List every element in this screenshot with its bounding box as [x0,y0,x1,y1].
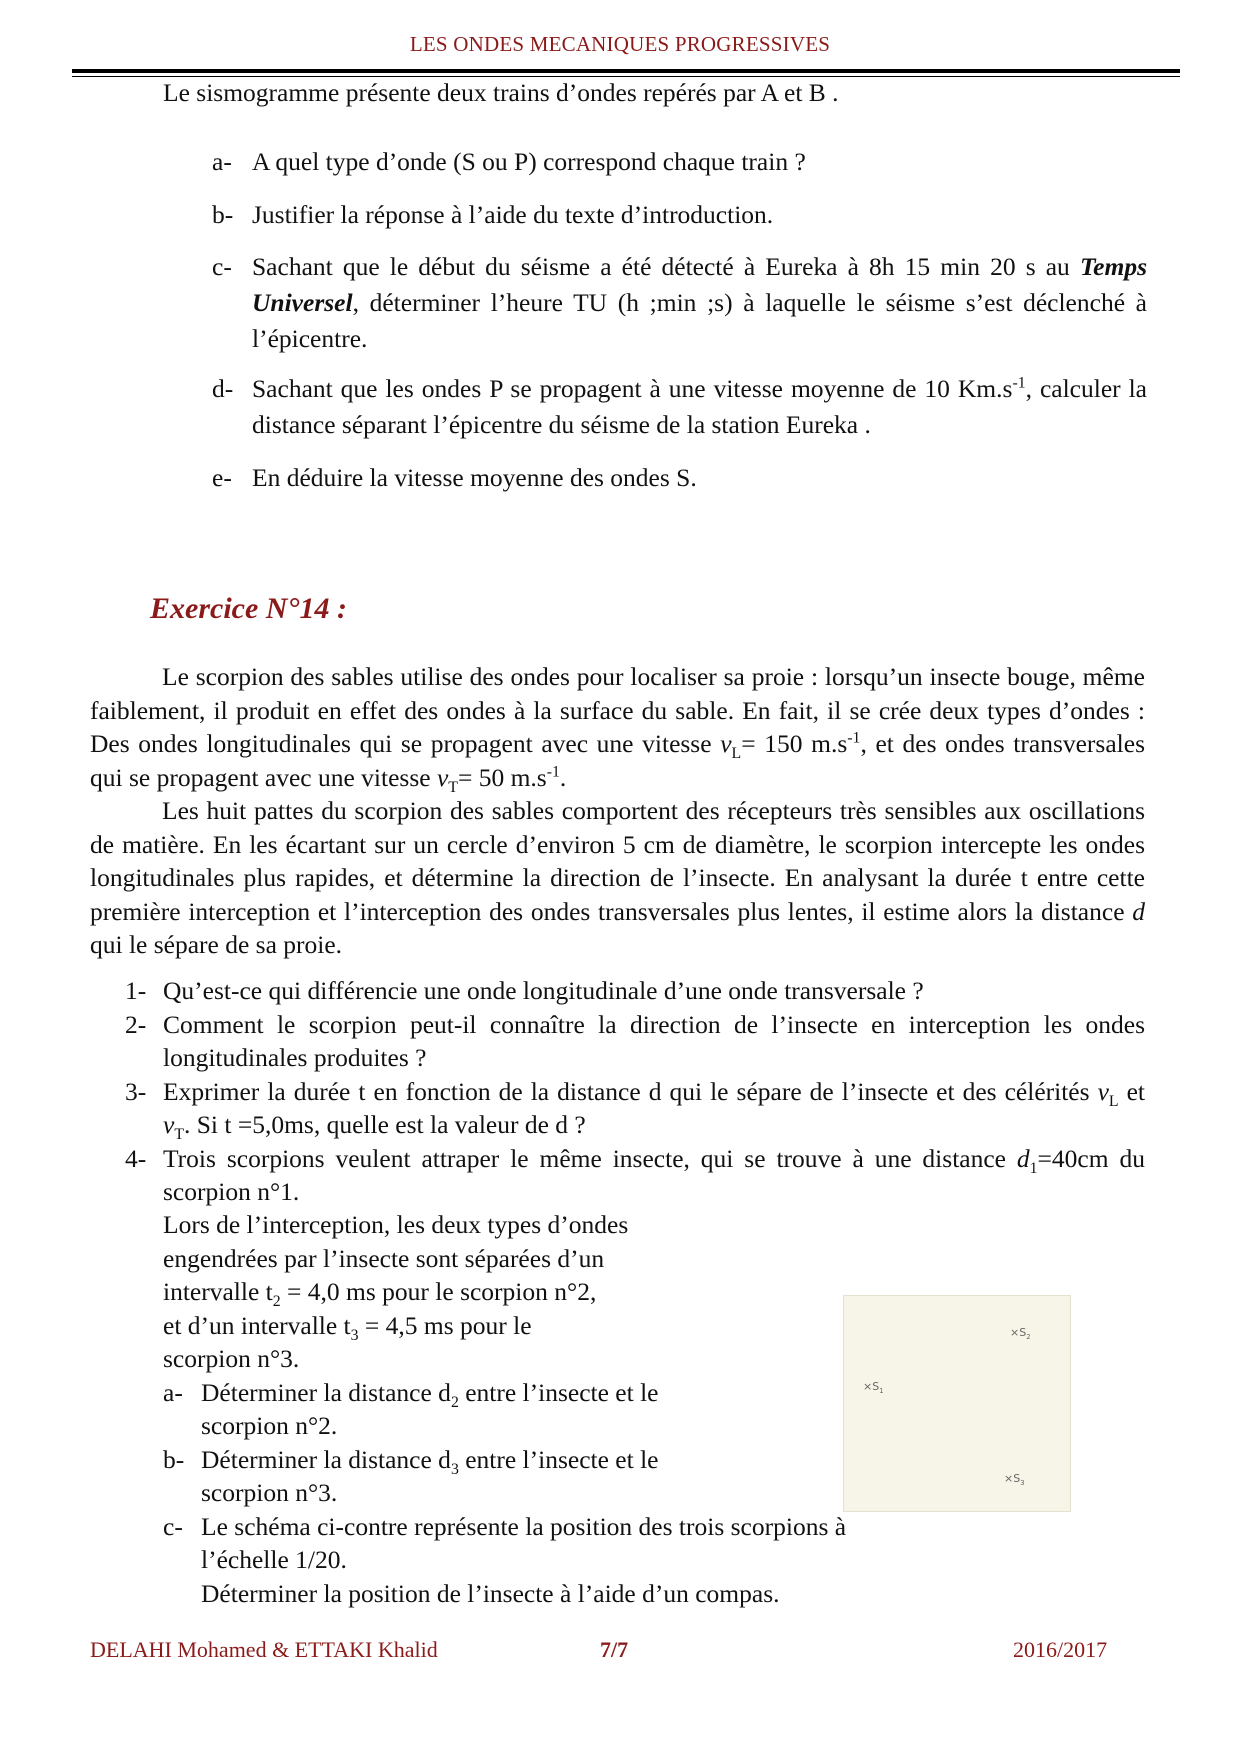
paragraph-2: Les huit pattes du scorpion des sables comportent des récepteurs très sensibles aux oscillations de matière. En les écartant sur un cercle d’environ 5 cm de diamètre, le scorpion intercepte les ondes longitudinales plus rapides, et détermine la direction de l’insecte. En analysant la durée t entre cette première interception et l’interception des ondes transversales plus lentes, il estime alors la distance d qui le sépare de sa proie. [90,796,1145,959]
subquestion-letter: c- [163,1511,183,1541]
scorpion-position-diagram [843,1295,1071,1512]
q4-line: intervalle $t_2 = 4,0$ ms pour le scorpion n°2, [163,1277,597,1311]
footer-authors: DELAHI Mohamed & ETTAKI Khalid [90,1637,438,1662]
q4-line: Lors de l’interception, les deux types d’ondes [163,1210,629,1239]
subquestion-letter: a- [163,1377,183,1407]
subquestion-letter: b- [163,1444,185,1474]
question-letter: e- [212,463,232,492]
header-rule-thick [72,69,1180,73]
question-letter: b- [212,200,234,229]
q4-line: engendrées par l’insecte sont séparées d’un [163,1243,605,1273]
question-number: 4- [125,1143,147,1173]
question-number: 3- [125,1076,147,1106]
subquestion-a: a- Déterminer la distance $d_2$ entre l’insecte et le scorpion n°2. [163,1377,659,1440]
exercise-title: Exercice N°14 : [150,592,347,625]
paragraph-1: Le scorpion des sables utilise des ondes pour localiser sa proie : lorsqu’un insecte bouge, même faiblement, il produit en effet des ondes à la surface du sable. En fait, il se crée deux types d’ondes : Des ondes longitudinales qui se propagent avec une vitesse $v_L= 150$ $m.s^{-1}$, et des ondes transversales qui se propagent avec une vitesse $v_T= 50$ $m.s^{-1}$. [90,662,1145,796]
intro-text: Le sismogramme présente deux trains d’ondes repérés par A et B . [163,78,839,107]
question-text: Sachant que le début du séisme a été détecté à Eureka à 8h 15 min 20 s au Temps Universel, déterminer l’heure TU (h ;min ;s) à laquelle le séisme s’est déclenché à l’épicentre. [252,252,1147,353]
question-1: 1- Qu’est-ce qui différencie une onde longitudinale d’une onde transversale ? [125,974,1145,1008]
question-d [212,371,1147,443]
footer-page-number: 7/7 [600,1637,629,1662]
question-2: 2- Comment le scorpion peut-il connaître la direction de l’insecte en interception les ondes longitudinales produites ? [125,1009,1145,1072]
question-text: Sachant que les ondes P se propagent à une vitesse moyenne de 10 $Km.s^{-1}$, calculer la distance séparant l’épicentre du séisme de la station Eureka . [252,374,1147,439]
question-number: 1- [125,976,147,1005]
question-letter: c- [212,252,232,281]
question-b [212,196,1147,234]
scorpion-3-marker: $\times S_3$ [1004,1472,1025,1488]
question-c [212,249,1147,357]
question-3: 3- Exprimer la durée t en fonction de la distance d qui le sépare de l’insecte et des célérités $v_L$ et $v_T$. Si t =5,0ms, quelle est la valeur de d ? [125,1076,1145,1144]
question-4: 4- Trois scorpions veulent attraper le même insecte, qui se trouve à une distance $d_1=40cm$ du scorpion n°1. [125,1143,1145,1206]
scorpion-2-marker: $\times S_2$ [1010,1326,1031,1342]
subquestion-c: c- Le schéma ci-contre représente la position des trois scorpions à l’échelle 1/20. Déterminer la position de l’insecte à l’aide d’un compas. [163,1511,847,1608]
question-text: A quel type d’onde (S ou P) correspond chaque train ? [252,147,806,176]
question-text: Justifier la réponse à l’aide du texte d’introduction. [252,200,774,229]
question-a [212,143,1147,181]
numbered-questions [125,974,1145,1209]
subquestion-b: b- Déterminer la distance $d_3$ entre l’insecte et le scorpion n°3. [163,1444,659,1507]
scorpion-1-marker: $\times S_1$ [863,1380,884,1396]
footer-year: 2016/2017 [1013,1637,1108,1662]
q4-line: et d’un intervalle $t_3 = 4,5$ ms pour le [163,1310,532,1344]
question-letter: a- [212,147,232,176]
exercise-statement [90,660,1145,962]
question-4-details [163,1208,847,1610]
question-number: 2- [125,1009,147,1039]
page-header-title: LES ONDES MECANIQUES PROGRESSIVES [409,32,831,56]
question-letter: d- [212,374,234,403]
question-text: En déduire la vitesse moyenne des ondes S. [252,463,697,492]
question-e [212,459,1147,497]
q4-line: scorpion n°3. [163,1344,300,1373]
